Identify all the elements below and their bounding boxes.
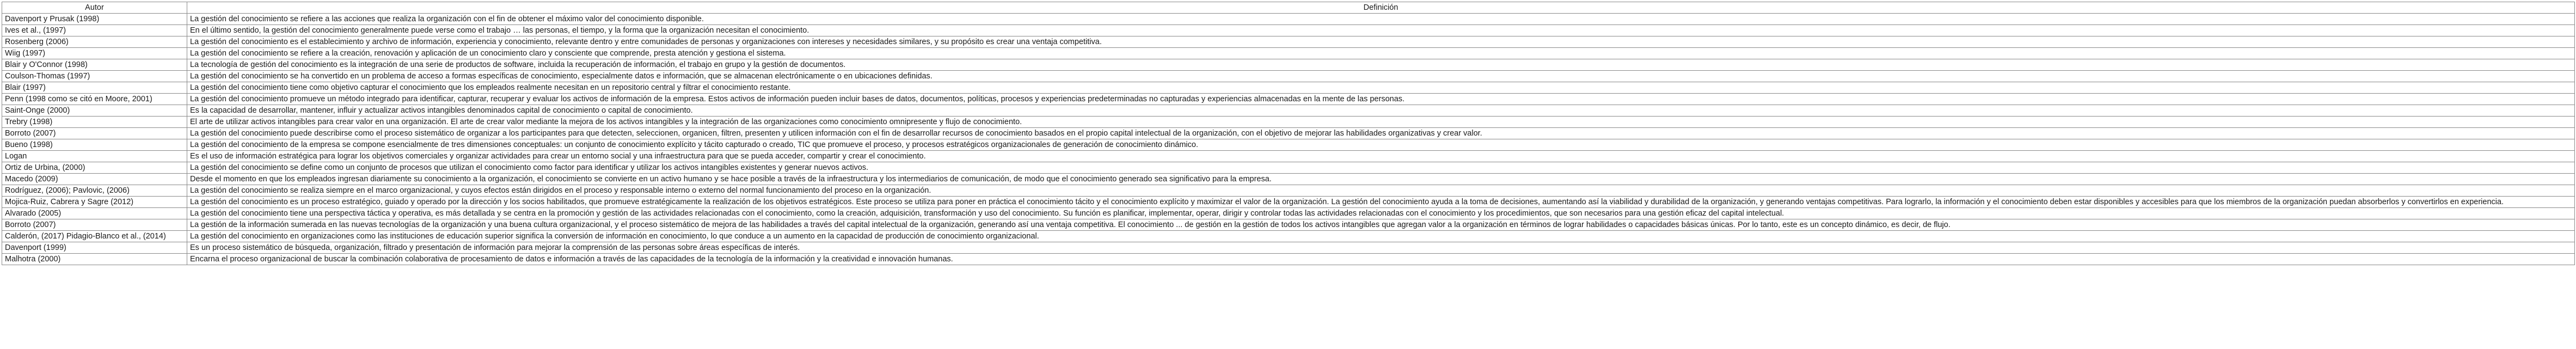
table-row — [2, 48, 2575, 59]
author-cell: Saint-Onge (2000) — [2, 105, 187, 117]
author-cell: Coulson-Thomas (1997) — [2, 71, 187, 82]
table-row — [2, 162, 2575, 174]
column-header-definition: Definición — [187, 2, 2575, 14]
author-cell: Blair y O'Connor (1998) — [2, 59, 187, 71]
author-cell: Logan — [2, 151, 187, 162]
author-cell: Macedo (2009) — [2, 174, 187, 185]
table-row — [2, 185, 2575, 197]
definition-cell: La gestión del conocimiento tiene una perspectiva táctica y operativa, es más detallada y se centra en la promoción y gestión de las actividades relacionadas con el conocimiento, como la creación, adquisición, transformación y uso del conocimiento. Su función es planificar, implementar, operar, dirigir y controlar todas las actividades relacionadas con el conocimiento y los procedimientos, que son necesarios para una gestión eficaz del capital intelectual. — [187, 208, 2575, 219]
table-row — [2, 14, 2575, 25]
author-cell: Borroto (2007) — [2, 128, 187, 139]
table-row — [2, 151, 2575, 162]
table-body — [2, 14, 2575, 265]
author-cell: Mojica-Ruiz, Cabrera y Sagre (2012) — [2, 197, 187, 208]
definition-cell: La gestión del conocimiento se refiere a las acciones que realiza la organización con el fin de obtener el máximo valor del conocimiento disponible. — [187, 14, 2575, 25]
definition-cell: La gestión del conocimiento de la empresa se compone esencialmente de tres dimensiones conceptuales: un conjunto de conocimiento explícito y tácito capturado o creado, TIC que promueve el proceso, y procesos estratégicos organizacionales de generación de conocimiento dinámico. — [187, 139, 2575, 151]
author-cell: Penn (1998 como se citó en Moore, 2001) — [2, 94, 187, 105]
author-cell: Davenport (1999) — [2, 242, 187, 254]
definition-cell: Es la capacidad de desarrollar, mantener, influir y actualizar activos intangibles denominados capital de conocimiento o capital de conocimiento. — [187, 105, 2575, 117]
definition-cell: La gestión del conocimiento se refiere a la creación, renovación y aplicación de un conocimiento claro y consciente que comprende, presta atención y gestiona el sistema. — [187, 48, 2575, 59]
author-cell: Trebry (1998) — [2, 117, 187, 128]
author-cell: Ives et al., (1997) — [2, 25, 187, 36]
table-row — [2, 105, 2575, 117]
definition-cell: El arte de utilizar activos intangibles para crear valor en una organización. El arte de crear valor mediante la mejora de los activos intangibles y la integración de las organizaciones como conocimiento omnipresente y flujo de conocimiento. — [187, 117, 2575, 128]
author-cell: Rodríguez, (2006); Pavlovic, (2006) — [2, 185, 187, 197]
definition-cell: La gestión del conocimiento se realiza siempre en el marco organizacional, y cuyos efectos están dirigidos en el proceso y responsable interno o externo del normal funcionamiento del proceso en la organización. — [187, 185, 2575, 197]
author-cell: Malhotra (2000) — [2, 254, 187, 265]
header-row — [2, 2, 2575, 14]
table-row — [2, 197, 2575, 208]
author-cell: Ortiz de Urbina, (2000) — [2, 162, 187, 174]
author-cell: Davenport y Prusak (1998) — [2, 14, 187, 25]
definition-cell: La gestión del conocimiento promueve un método integrado para identificar, capturar, recuperar y evaluar los activos de información de la empresa. Estos activos de información pueden incluir bases de datos, documentos, políticas, procesos y experiencias predeterminadas no capturadas y experiencias almacenadas en la mente de las personas. — [187, 94, 2575, 105]
definition-cell: La gestión del conocimiento es un proceso estratégico, guiado y operado por la dirección y los socios habilitados, que promueve estratégicamente la realización de los objetivos estratégicos. Este proceso se utiliza para poner en práctica el conocimiento tácito y el conocimiento explícito y maximizar el valor de la organización. La gestión del conocimiento ayuda a la toma de decisiones, aumentando así la viabilidad y durabilidad de la organización, y generando ventajas competitivas. Para lograrlo, la información y el conocimiento deben estar disponibles y accesibles para que los miembros de la organización puedan absorberlos y convertirlos en experiencia. — [187, 197, 2575, 208]
table-row — [2, 94, 2575, 105]
author-cell: Wiig (1997) — [2, 48, 187, 59]
table-row — [2, 36, 2575, 48]
table-row — [2, 254, 2575, 265]
table-row — [2, 59, 2575, 71]
definition-cell: La gestión del conocimiento es el establecimiento y archivo de información, experiencia y conocimiento, relevante dentro y entre comunidades de personas y organizaciones con intereses y necesidades similares, y su propósito es crear una ventaja competitiva. — [187, 36, 2575, 48]
author-cell: Calderón, (2017) Pidagio-Blanco et al., (2014) — [2, 231, 187, 242]
definition-cell: Es el uso de información estratégica para lograr los objetivos comerciales y organizar actividades para crear un entorno social y una infraestructura para que se pueda acceder, compartir y crear el conocimiento. — [187, 151, 2575, 162]
definitions-table — [2, 2, 2575, 265]
table-row — [2, 242, 2575, 254]
table-row — [2, 128, 2575, 139]
definition-cell: La gestión del conocimiento se define como un conjunto de procesos que utilizan el conocimiento como factor para identificar y utilizar los activos intangibles existentes y generar nuevos activos. — [187, 162, 2575, 174]
author-cell: Blair (1997) — [2, 82, 187, 94]
column-header-author: Autor — [2, 2, 187, 14]
table-row — [2, 174, 2575, 185]
table-row — [2, 139, 2575, 151]
table-row — [2, 219, 2575, 231]
author-cell: Alvarado (2005) — [2, 208, 187, 219]
table-row — [2, 208, 2575, 219]
author-cell: Borroto (2007) — [2, 219, 187, 231]
definition-cell: La gestión del conocimiento se ha convertido en un problema de acceso a formas específicas de conocimiento, especialmente datos e información, que se almacenan electrónicamente o en ubicaciones definidas. — [187, 71, 2575, 82]
definition-cell: La tecnología de gestión del conocimiento es la integración de una serie de productos de software, incluida la recuperación de información, el trabajo en grupo y la gestión de documentos. — [187, 59, 2575, 71]
definition-cell: Es un proceso sistemático de búsqueda, organización, filtrado y presentación de información para mejorar la comprensión de las personas sobre áreas específicas de interés. — [187, 242, 2575, 254]
definition-cell: Desde el momento en que los empleados ingresan diariamente su conocimiento a la organización, el conocimiento se convierte en un activo humano y se hace posible a través de la infraestructura y los intermediarios de comunicación, de modo que el conocimiento generado sea significativo para la empresa. — [187, 174, 2575, 185]
table-row — [2, 82, 2575, 94]
table-row — [2, 231, 2575, 242]
table-row — [2, 71, 2575, 82]
definition-cell: La gestión del conocimiento en organizaciones como las instituciones de educación superior significa la conversión de información en conocimiento, lo que conduce a un aumento en la capacidad de producción de conocimiento organizacional. — [187, 231, 2575, 242]
definition-cell: La gestión de la información sumerada en las nuevas tecnologías de la organización y una buena cultura organizacional, y el proceso sistemático de mejora de las habilidades a través del capital intelectual de la organización, generando así una ventaja competitiva. El conocimiento ... de gestión en la gestión de todos los activos intangibles que agregan valor a la organización en términos de lograr habilidades o capacidades básicas únicas. Por lo tanto, este es un concepto dinámico, es decir, de flujo. — [187, 219, 2575, 231]
definition-cell: La gestión del conocimiento puede describirse como el proceso sistemático de organizar a los participantes para que detecten, seleccionen, organicen, filtren, presenten y utilicen información con el fin de desarrollar recursos de conocimiento basados en el propio capital intelectual de la organización, con el objetivo de mejorar las habilidades organizativas y crear valor. — [187, 128, 2575, 139]
table-row — [2, 117, 2575, 128]
author-cell: Bueno (1998) — [2, 139, 187, 151]
definition-cell: Encarna el proceso organizacional de buscar la combinación colaborativa de procesamiento de datos e información a través de las capacidades de la tecnología de la información y la creatividad e innovación humanas. — [187, 254, 2575, 265]
definition-cell: La gestión del conocimiento tiene como objetivo capturar el conocimiento que los empleados realmente necesitan en un repositorio central y filtrar el conocimiento restante. — [187, 82, 2575, 94]
author-cell: Rosenberg (2006) — [2, 36, 187, 48]
table-row — [2, 25, 2575, 36]
definition-cell: En el último sentido, la gestión del conocimiento generalmente puede verse como el trabajo … las personas, el tiempo, y la forma que la organización necesitan el conocimiento. — [187, 25, 2575, 36]
